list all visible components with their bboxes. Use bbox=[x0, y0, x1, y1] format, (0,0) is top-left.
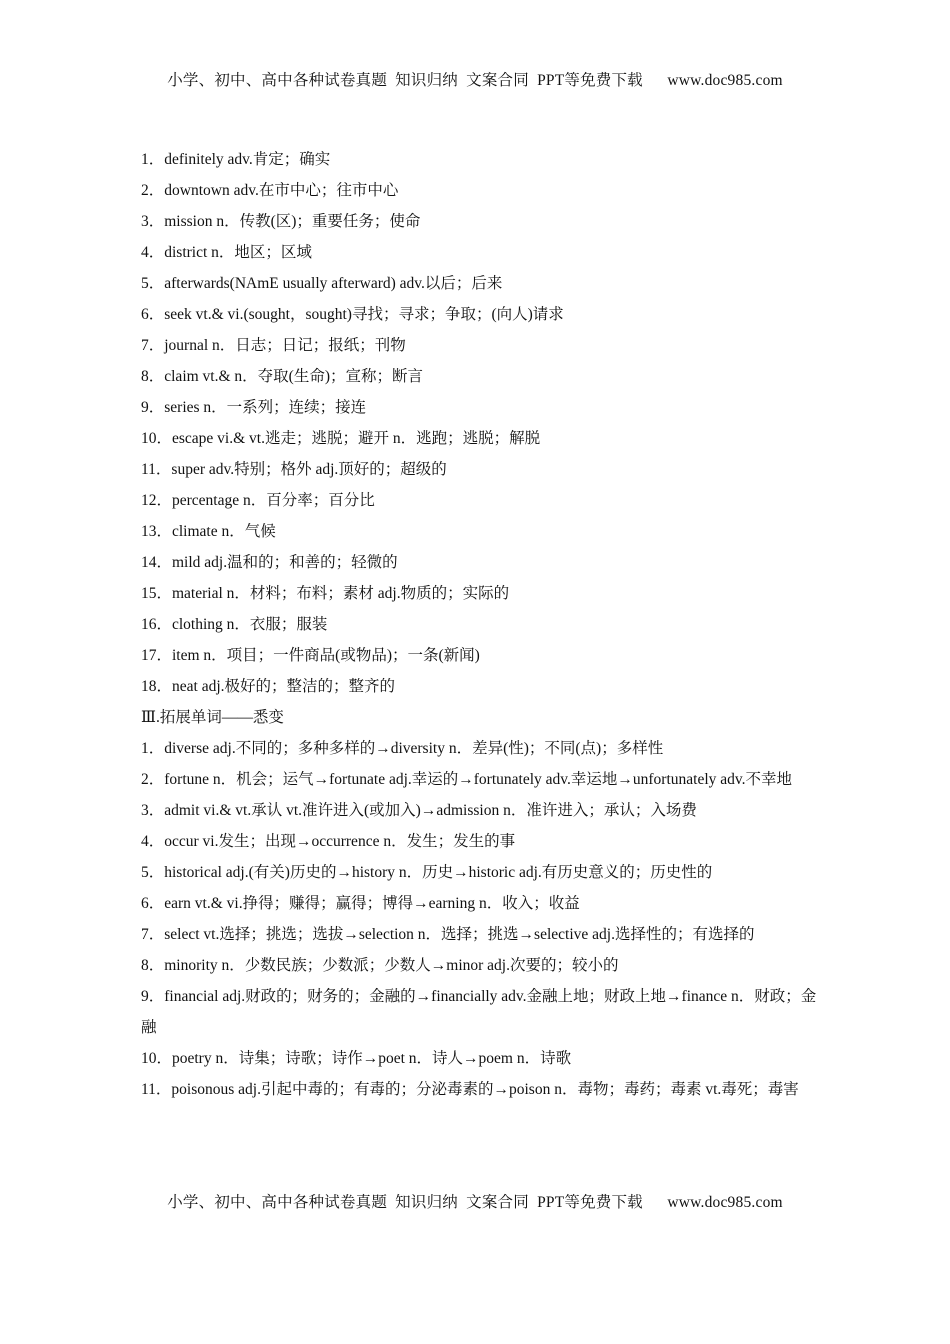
vocab-item: 7．select vt.选择；挑选；选拔→selection n．选择；挑选→selective adj.选择性的；有选择的 bbox=[141, 926, 755, 943]
vocab-item: 10．poetry n．诗集；诗歌；诗作→poet n．诗人→poem n．诗歌 bbox=[141, 1050, 572, 1067]
vocab-item: 15．material n．材料；布料；素材 adj.物质的；实际的 bbox=[141, 585, 510, 602]
vocab-item: 6．earn vt.& vi.挣得；赚得；赢得；博得→earning n．收入；收益 bbox=[141, 895, 580, 912]
vocab-item: 14．mild adj.温和的；和善的；轻微的 bbox=[141, 554, 398, 571]
page-header: 小学、初中、高中各种试卷真题 知识归纳 文案合同 PPT等免费下载 www.doc985.com bbox=[167, 72, 783, 89]
vocab-item: 3．admit vi.& vt.承认 vt.准许进入(或加入)→admission n．准许进入；承认；入场费 bbox=[141, 802, 697, 819]
vocab-item: 17．item n．项目；一件商品(或物品)；一条(新闻) bbox=[141, 647, 480, 664]
vocab-item: 4．occur vi.发生；出现→occurrence n．发生；发生的事 bbox=[141, 833, 516, 850]
vocab-item: 18．neat adj.极好的；整洁的；整齐的 bbox=[141, 678, 396, 695]
vocab-item: 16．clothing n．衣服；服装 bbox=[141, 616, 328, 633]
vocab-item: 3．mission n．传教(区)；重要任务；使命 bbox=[141, 213, 421, 230]
vocab-item: 5．historical adj.(有关)历史的→history n．历史→historic adj.有历史意义的；历史性的 bbox=[141, 864, 713, 881]
vocab-item: 7．journal n．日志；日记；报纸；刊物 bbox=[141, 337, 406, 354]
vocab-item: 1．definitely adv.肯定；确实 bbox=[141, 151, 331, 168]
vocab-item: 2．downtown adv.在市中心；往市中心 bbox=[141, 182, 399, 199]
page-footer: 小学、初中、高中各种试卷真题 知识归纳 文案合同 PPT等免费下载 www.doc985.com bbox=[167, 1194, 783, 1211]
vocab-item: 11．super adv.特别；格外 adj.顶好的；超级的 bbox=[141, 461, 447, 478]
vocab-item: 2．fortune n．机会；运气→fortunate adj.幸运的→fortunately adv.幸运地→unfortunately adv.不幸地 bbox=[141, 771, 793, 788]
vocab-item: 4．district n．地区；区域 bbox=[141, 244, 312, 261]
vocab-item: 5．afterwards(NAmE usually afterward) adv.以后；后来 bbox=[141, 275, 503, 292]
vocab-item: 8．claim vt.& n．夺取(生命)；宣称；断言 bbox=[141, 368, 423, 385]
vocabulary-content bbox=[141, 144, 831, 1105]
vocab-item: 10．escape vi.& vt.逃走；逃脱；避开 n．逃跑；逃脱；解脱 bbox=[141, 430, 541, 447]
section-title: Ⅲ.拓展单词——悉变 bbox=[141, 709, 284, 726]
vocab-item: 6．seek vt.& vi.(sought，sought)寻找；寻求；争取；(向人)请求 bbox=[141, 306, 564, 323]
vocab-item: 11．poisonous adj.引起中毒的；有毒的；分泌毒素的→poison n．毒物；毒药；毒素 vt.毒死；毒害 bbox=[141, 1081, 799, 1098]
vocab-item: 9．financial adj.财政的；财务的；金融的→financially adv.金融上地；财政上地→finance n．财政；金融 bbox=[141, 988, 817, 1036]
vocab-item: 9．series n．一系列；连续；接连 bbox=[141, 399, 367, 416]
vocab-item: 8．minority n．少数民族；少数派；少数人→minor adj.次要的；较小的 bbox=[141, 957, 619, 974]
vocab-item: 1．diverse adj.不同的；多种多样的→diversity n．差异(性)；不同(点)；多样性 bbox=[141, 740, 664, 757]
vocab-item: 12．percentage n．百分率；百分比 bbox=[141, 492, 375, 509]
vocab-item: 13．climate n．气候 bbox=[141, 523, 276, 540]
